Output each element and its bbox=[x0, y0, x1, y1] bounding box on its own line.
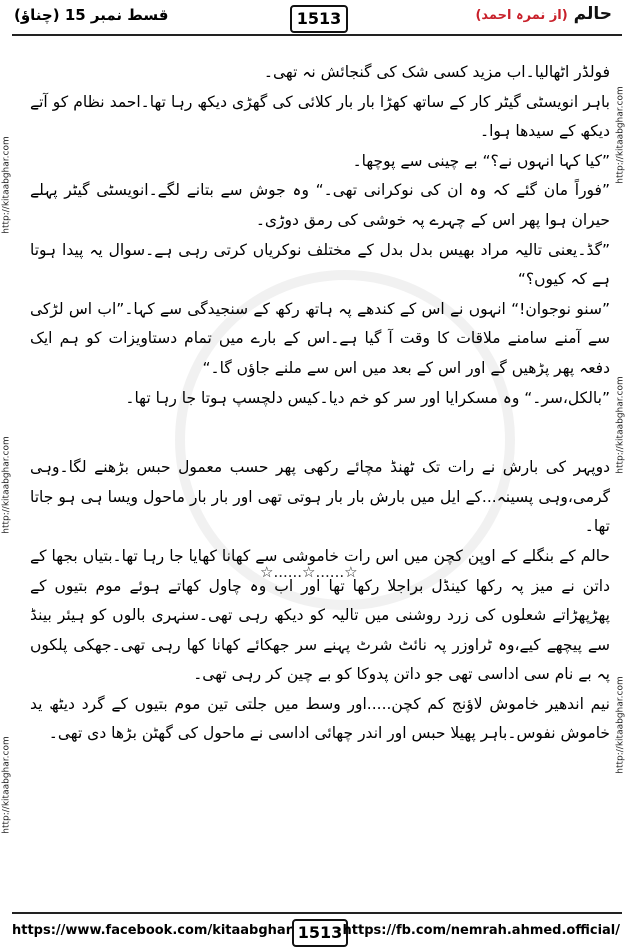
paragraph: ”کیا کہا انہوں نے؟“ بے چینی سے پوچھا۔ bbox=[352, 151, 610, 170]
paragraph: دوپہر کی بارش نے رات تک ٹھنڈ مچائے رکھی پھر حسب معمول حبس بڑھنے لگا۔وہی گرمی،وہی پسینہ...کے ایل میں بارش بار بار ہوتی تھی اور بار بار ماحول ویسا ہی ہو جاتا تھا۔ bbox=[30, 458, 610, 536]
paragraph: نیم اندھیر خاموش لاؤنج کم کچن.....اور وسط میں جلتی تین موم بتیوں کے گرد دیٹھ ید خاموش نفوس۔باہر پھیلا حبس اور اندر چھائی اداسی نے ماحول کی گھٹن بڑھا دی تھی۔ bbox=[30, 694, 610, 743]
footer-page-number: 1513 bbox=[292, 919, 348, 947]
paragraph: فولڈر اٹھالیا۔اب مزید کسی شک کی گنجائش نہ تھی۔ bbox=[263, 63, 610, 81]
paragraph: ”بالکل،سر۔“ وہ مسکرایا اور سر کو خم دیا۔کیس دلچسپ ہوتا جا رہا تھا۔ bbox=[125, 388, 610, 407]
paragraph: ”فوراً مان گئے کہ وہ ان کی نوکرانی تھی۔“ وہ جوش سے بتانے لگے۔انویسٹی گیٹر پہلے حیران ہوا پھر اس کے چہرے پہ خوشی کی رمق دوڑی۔ bbox=[30, 181, 610, 229]
novel-title bbox=[475, 4, 612, 24]
paragraph: حالم کے بنگلے کے اوپن کچن میں اس رات خاموشی سے کھانا کھایا جا رہا تھا۔بتیاں بجھا کے داتن نے میز پہ رکھا کینڈل براجلا رکھا تھا اور اب وہ چاول کھاتے ہوئے موم بتیوں کے پھڑپھڑاتے شعلوں کی زرد روشنی میں تالیہ کو دیکھ رہی تھی۔سنہری بالوں کو ہیئر بینڈ سے پیچھے کیے،وہ ٹراوزر پہ نائٹ شرٹ پہنے سر جھکائے کھانا کھا رہی تھی۔جھکی پلکوں پہ بے نام سی اداسی تھی جو داتن پدوکا کو بے چین کر رہی تھی۔ bbox=[30, 546, 610, 684]
paragraph: باہر انویسٹی گیٹر کار کے ساتھ کھڑا بار بار کلائی کی گھڑی دیکھ رہا تھا۔احمد نظام کو آتے دیکھ کے سیدھا ہوا۔ bbox=[30, 92, 610, 141]
title-text: حالم bbox=[573, 4, 612, 24]
side-url-left[interactable]: http://kitaabghar.com bbox=[1, 436, 12, 534]
section-break-stars: ☆......☆......☆ bbox=[260, 563, 358, 581]
page-header bbox=[0, 0, 634, 38]
side-url-right[interactable]: http://kitaabghar.com bbox=[615, 86, 626, 184]
author-fb-link[interactable]: https://fb.com/nemrah.ahmed.official/ bbox=[342, 923, 620, 938]
side-url-right[interactable]: http://kitaabghar.com bbox=[615, 376, 626, 474]
paragraph: ”گڈ۔یعنی تالیہ مراد بھیس بدل بدل کے مختلف نوکریاں کرتی رہی ہے۔سوال یہ پیدا ہوتا ہے کہ کیوں؟“ bbox=[30, 240, 610, 289]
facebook-link[interactable]: https://www.facebook.com/kitaabghar bbox=[12, 923, 293, 938]
header-divider bbox=[12, 34, 622, 36]
side-url-left[interactable]: http://kitaabghar.com bbox=[1, 136, 12, 234]
story-text bbox=[30, 58, 610, 749]
side-url-right[interactable]: http://kitaabghar.com bbox=[615, 676, 626, 774]
episode-label: قسط نمبر 15 (چناؤ) bbox=[14, 6, 169, 24]
section-spacer bbox=[30, 413, 610, 453]
page-number-badge: 1513 bbox=[290, 5, 348, 33]
author-name: (از نمرہ احمد) bbox=[475, 8, 568, 23]
footer-divider bbox=[12, 912, 622, 914]
side-url-left[interactable]: http://kitaabghar.com bbox=[1, 736, 12, 834]
paragraph: ”سنو نوجوان!“ انہوں نے اس کے کندھے پہ ہاتھ رکھ کے سنجیدگی سے کہا۔”اب اس لڑکی سے آمنے سامنے ملاقات کا وقت آ گیا ہے۔اس کے بارے میں تمام دستاویزات کو ہم ایک دفعہ پھر پڑھیں گے اور اس کے بعد میں اس سے ملنے جاؤں گا۔“ bbox=[30, 299, 610, 377]
